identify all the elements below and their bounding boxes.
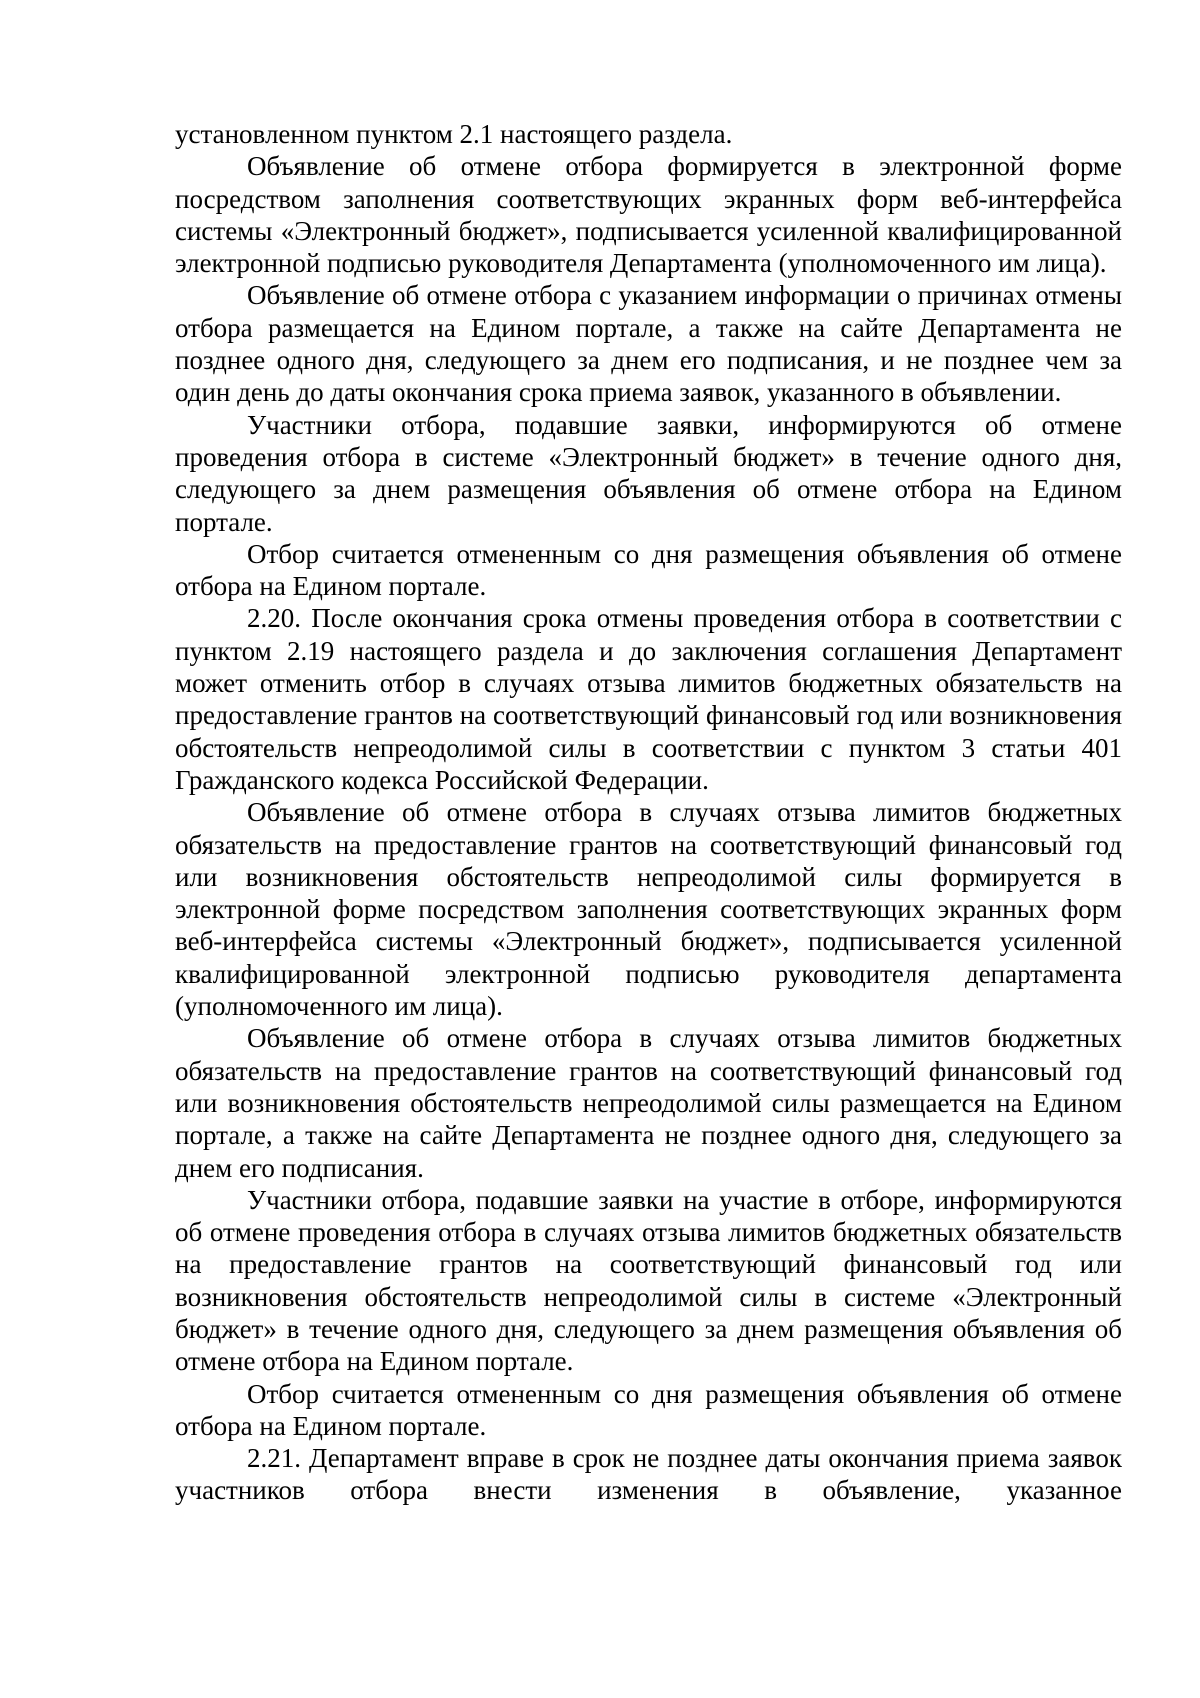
paragraph-clause-2-21: 2.21. Департамент вправе в срок не позднее даты окончания приема заявок участников отбора внести изменения в объявление, указанное	[175, 1443, 1122, 1506]
paragraph-cancellation-notice-form: Объявление об отмене отбора формируется в электронной форме посредством заполнения соответствующих экранных форм веб-интерфейса системы «Электронный бюджет», подписывается усиленной квалифицированной электронной подписью руководителя Департамента (уполномоченного им лица).	[175, 151, 1122, 279]
paragraph-selection-cancelled: Отбор считается отмененным со дня размещения объявления об отмене отбора на Едином портале.	[175, 538, 1122, 602]
paragraph-continuation: установленном пунктом 2.1 настоящего раздела.	[175, 119, 733, 149]
paragraph-selection-cancelled-2: Отбор считается отмененным со дня размещения объявления об отмене отбора на Едином портале.	[175, 1378, 1122, 1441]
paragraph-force-majeure-notice-form: Объявление об отмене отбора в случаях отзыва лимитов бюджетных обязательств на предоставление грантов на соответствующий финансовый год или возникновения обстоятельств непреодолимой силы формируется в электронной форме посредством заполнения соответствующих экранных форм веб-интерфейса системы «Электронный бюджет», подписывается усиленной квалифицированной электронной подписью руководителя департамента (уполномоченного им лица).	[175, 797, 1122, 1022]
document-page	[175, 118, 1122, 1507]
paragraph-force-majeure-notice-publication: Объявление об отмене отбора в случаях отзыва лимитов бюджетных обязательств на предоставление грантов на соответствующий финансовый год или возникновения обстоятельств непреодолимой силы размещается на Едином портале, а также на сайте Департамента не позднее одного дня, следующего за днем его подписания.	[175, 1023, 1122, 1183]
paragraph-participants-informed: Участники отбора, подавшие заявки, информируются об отмене проведения отбора в системе «Электронный бюджет» в течение одного дня, следующего за днем размещения объявления об отмене отбора на Едином портале.	[175, 409, 1122, 537]
paragraph-cancellation-notice-publication: Объявление об отмене отбора с указанием информации о причинах отмены отбора размещается на Едином портале, а также на сайте Департамента не позднее одного дня, следующего за днем его подписания, и не позднее чем за один день до даты окончания срока приема заявок, указанного в объявлении.	[175, 280, 1122, 408]
paragraph-clause-2-20: 2.20. После окончания срока отмены проведения отбора в соответствии с пунктом 2.19 настоящего раздела и до заключения соглашения Департамент может отменить отбор в случаях отзыва лимитов бюджетных обязательств на предоставление грантов на соответствующий финансовый год или возникновения обстоятельств непреодолимой силы в соответствии с пунктом 3 статьи 401 Гражданского кодекса Российской Федерации.	[175, 603, 1122, 795]
paragraph-force-majeure-participants-informed: Участники отбора, подавшие заявки на участие в отборе, информируются об отмене проведения отбора в случаях отзыва лимитов бюджетных обязательств на предоставление грантов на соответствующий финансовый год или возникновения обстоятельств непреодолимой силы в системе «Электронный бюджет» в течение одного дня, следующего за днем размещения объявления об отмене отбора на Едином портале.	[175, 1184, 1122, 1377]
